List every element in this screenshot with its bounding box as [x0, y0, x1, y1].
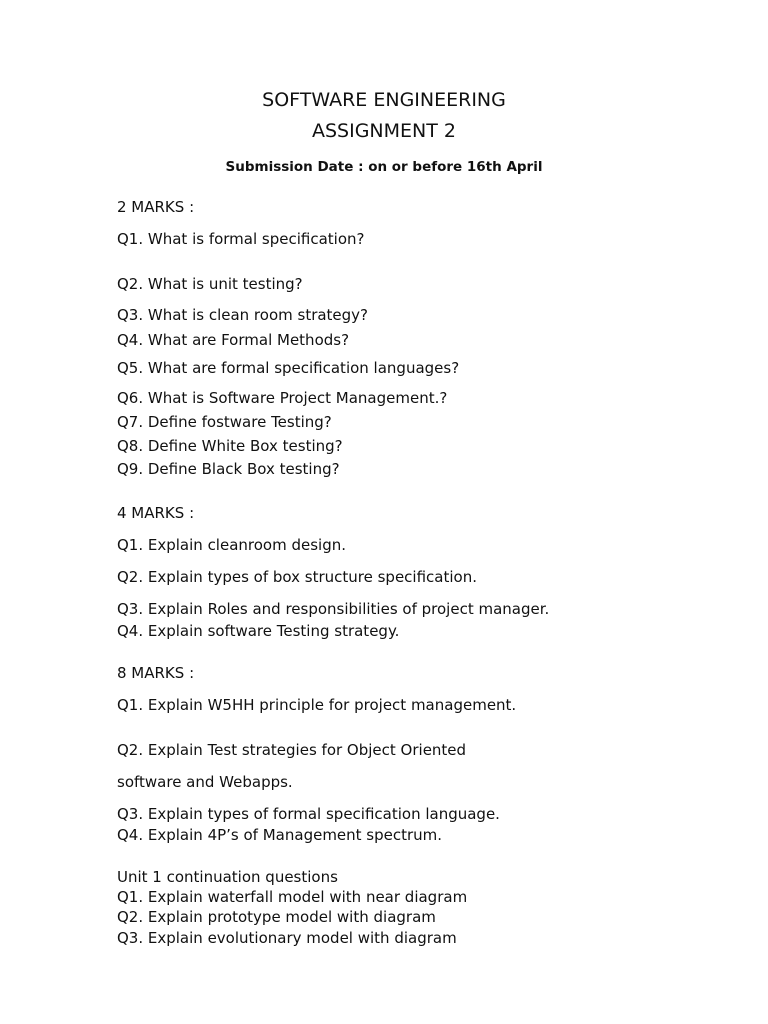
question-2m-q8: Q8. Define White Box testing?	[117, 437, 343, 455]
section-heading-4-marks: 4 MARKS :	[117, 504, 195, 522]
question-4m-q4: Q4. Explain software Testing strategy.	[117, 622, 400, 640]
question-2m-q5: Q5. What are formal specification languages?	[117, 359, 460, 377]
question-unit1-q2: Q2. Explain prototype model with diagram	[117, 908, 436, 926]
question-2m-q7: Q7. Define fostware Testing?	[117, 413, 332, 431]
question-8m-q4: Q4. Explain 4P’s of Management spectrum.	[117, 826, 443, 844]
question-8m-q3: Q3. Explain types of formal specification language.	[117, 805, 500, 823]
question-8m-q2-line1: Q2. Explain Test strategies for Object Oriented	[117, 741, 467, 759]
question-4m-q1: Q1. Explain cleanroom design.	[117, 536, 347, 554]
question-2m-q3: Q3. What is clean room strategy?	[117, 306, 369, 324]
question-8m-q2-line2: software and Webapps.	[117, 773, 293, 791]
section-heading-unit1: Unit 1 continuation questions	[117, 868, 338, 886]
question-4m-q2: Q2. Explain types of box structure specification.	[117, 568, 477, 586]
submission-date: Submission Date : on or before 16th April	[225, 159, 543, 175]
question-2m-q9: Q9. Define Black Box testing?	[117, 460, 340, 478]
question-unit1-q1: Q1. Explain waterfall model with near diagram	[117, 888, 468, 906]
document-title-line2: ASSIGNMENT 2	[311, 120, 456, 142]
question-2m-q4: Q4. What are Formal Methods?	[117, 331, 350, 349]
question-8m-q1: Q1. Explain W5HH principle for project management.	[117, 696, 517, 714]
question-2m-q6: Q6. What is Software Project Management.?	[117, 389, 448, 407]
question-2m-q2: Q2. What is unit testing?	[117, 275, 303, 293]
section-heading-8-marks: 8 MARKS :	[117, 664, 195, 682]
question-4m-q3: Q3. Explain Roles and responsibilities of project manager.	[117, 600, 550, 618]
question-unit1-q3: Q3. Explain evolutionary model with diagram	[117, 929, 457, 947]
document-title-line1: SOFTWARE ENGINEERING	[262, 89, 506, 111]
section-heading-2-marks: 2 MARKS :	[117, 198, 195, 216]
question-2m-q1: Q1. What is formal specification?	[117, 230, 365, 248]
